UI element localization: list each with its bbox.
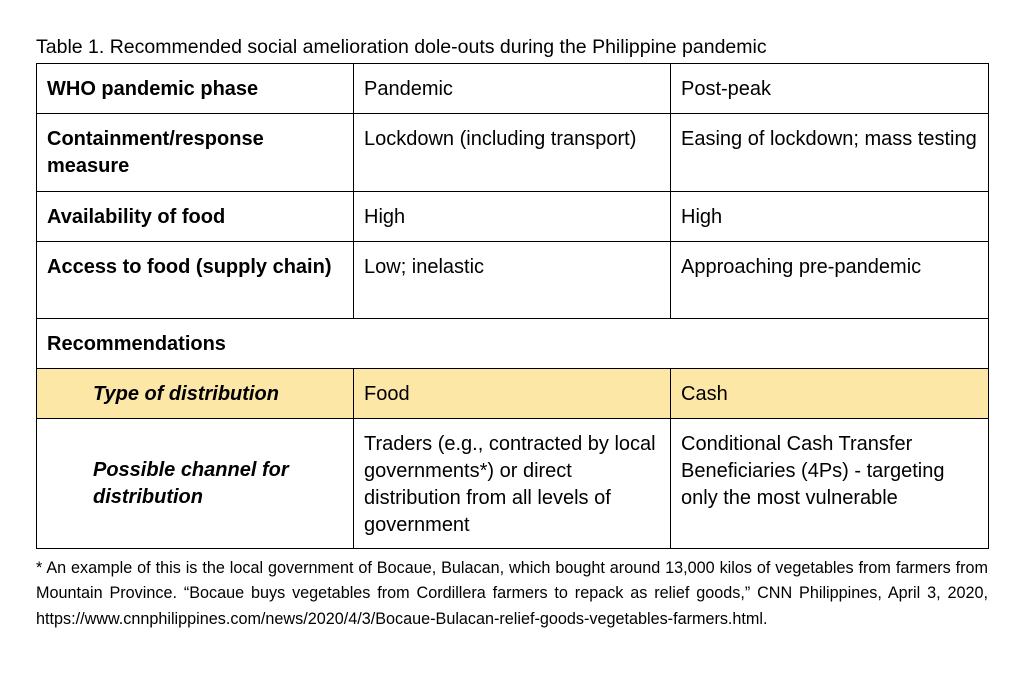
- recommendations-heading: Recommendations: [37, 319, 989, 369]
- row-label-containment: Containment/response measure: [37, 114, 354, 192]
- cell-containment-post-peak: Easing of lockdown; mass testing: [671, 114, 989, 192]
- cell-distribution-cash: Cash: [671, 369, 989, 419]
- table-row-recommendations-heading: [37, 319, 989, 369]
- table-row-channel: [37, 419, 989, 549]
- recommendations-table: [36, 63, 989, 549]
- table-caption: Table 1. Recommended social amelioration dole-outs during the Philippine pandemic: [36, 36, 767, 58]
- row-label-who-phase: WHO pandemic phase: [37, 64, 354, 114]
- table-row-access: [37, 242, 989, 319]
- footnote: * An example of this is the local government of Bocaue, Bulacan, which bought around 13,000 kilos of vegetables from farmers from Mountain Province. “Bocaue buys vegetables from Cordillera farmers to repack as relief goods,” CNN Philippines, April 3, 2020, https://www.cnnphilippines.com/news/2020/4/3/Bocaue-Bulacan-relief-goods-vegetables-farmers.html.: [36, 559, 988, 628]
- cell-availability-post-peak: High: [671, 192, 989, 242]
- cell-pandemic-phase: Pandemic: [354, 64, 671, 114]
- table-row-availability: [37, 192, 989, 242]
- row-label-availability: Availability of food: [37, 192, 354, 242]
- table-row-who-phase: [37, 64, 989, 114]
- cell-distribution-food: Food: [354, 369, 671, 419]
- row-label-channel: Possible channel for distribution: [37, 419, 354, 549]
- cell-containment-pandemic: Lockdown (including transport): [354, 114, 671, 192]
- cell-access-post-peak: Approaching pre-pandemic: [671, 242, 989, 319]
- cell-post-peak-phase: Post-peak: [671, 64, 989, 114]
- table-row-type-of-distribution: [37, 369, 989, 419]
- row-label-type-of-distribution: Type of distribution: [37, 369, 354, 419]
- cell-channel-food: Traders (e.g., contracted by local governments*) or direct distribution from all levels of government: [354, 419, 671, 549]
- cell-access-pandemic: Low; inelastic: [354, 242, 671, 319]
- row-label-access: Access to food (supply chain): [37, 242, 354, 319]
- table-row-containment: [37, 114, 989, 192]
- cell-availability-pandemic: High: [354, 192, 671, 242]
- cell-channel-cash: Conditional Cash Transfer Beneficiaries (4Ps) - targeting only the most vulnerable: [671, 419, 989, 549]
